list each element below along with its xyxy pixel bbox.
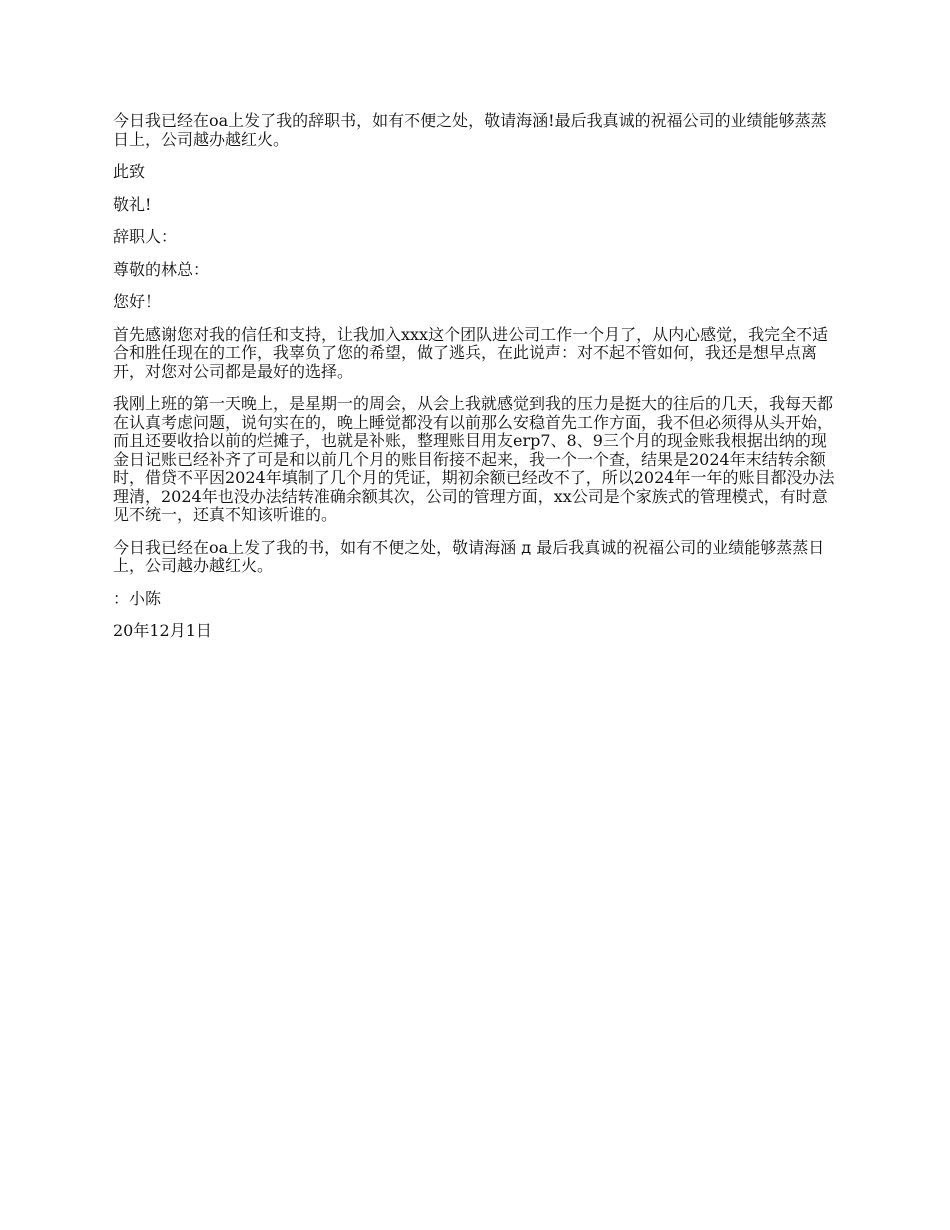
closing-notice-paragraph: 今日我已经在oa上发了我的辞职书，如有不便之处，敬请海涵!最后我真诚的祝福公司的业绩能够蒸蒸日上，公司越办越红火。 — [113, 111, 827, 149]
resigner-label: 辞职人： — [113, 227, 178, 246]
signature-line: ：小陈 — [113, 588, 162, 608]
date-line: 20年12月1日 — [113, 621, 212, 640]
salutation-jingli: 敬礼! — [113, 194, 152, 214]
salutation-cizhi: 此致 — [113, 162, 146, 181]
body-paragraph-details: 我刚上班的第一天晚上，是星期一的周会，从会上我就感觉到我的压力是挺大的往后的几天，我每天都在认真考虑问题，说句实在的，晚上睡觉都没有以前那么安稳首先工作方面，我不但必须得从头开始，而且还要收拾以前的烂摊子，也就是补账，整理账目用友erp7、8、9三个月的现金账我根据出纳的现金日记账已经补齐了可是和以前几个月的账目衔接不起来，我一个一个查，结果是2024年末结转余额时，借贷不平因2024年填制了几个月的凭证，期初余额已经改不了，所以2024年一年的账目都没办法理清，2024年也没办法结转准确余额其次，公司的管理方面，xx公司是个家族式的管理模式，有时意见不统一，还真不知该听谁的。 — [113, 394, 835, 524]
body-paragraph-closing: 今日我已经在oa上发了我的书，如有不便之处，敬请海涵 д 最后我真诚的祝福公司的业绩能够蒸蒸日上，公司越办越红火。 — [113, 537, 825, 575]
body-paragraph-thanks: 首先感谢您对我的信任和支持，让我加入xxx这个团队进公司工作一个月了，从内心感觉，我完全不适合和胜任现在的工作，我辜负了您的希望，做了逃兵，在此说声：对不起不管如何，我还是想早点离开，对您对公司都是最好的选择。 — [113, 324, 829, 381]
addressee-line: 尊敬的林总： — [113, 259, 210, 279]
greeting-line: 您好！ — [113, 292, 162, 311]
letter-body — [113, 112, 839, 655]
